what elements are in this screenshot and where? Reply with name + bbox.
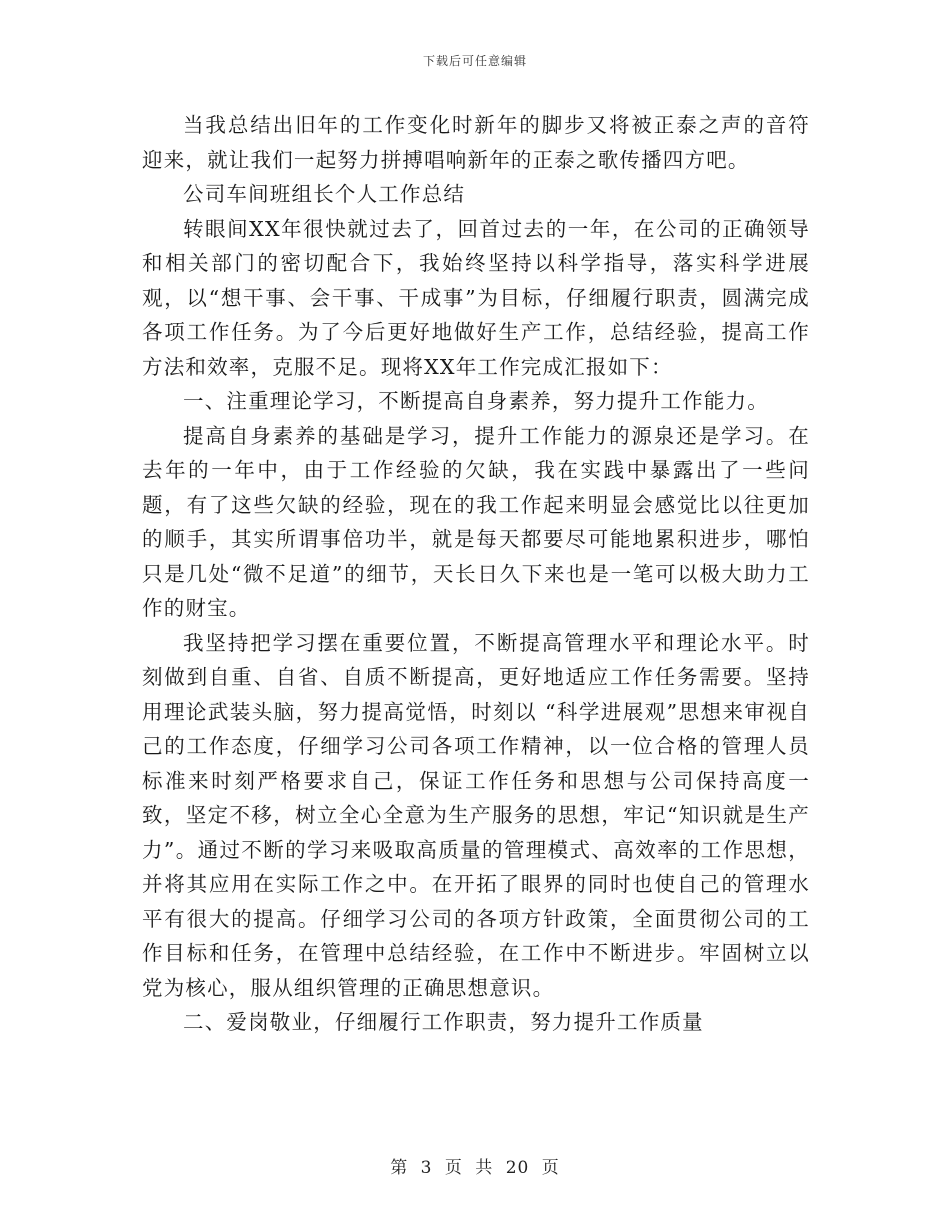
paragraph-overview: 转眼间XX年很快就过去了，回首过去的一年，在公司的正确领导和相关部门的密切配合下，我始终坚持以科学指导，落实科学进展观，以“想干事、会干事、干成事”为目标，仔细履行职责，圆满完成各项工作任务。为了今后更好地做好生产工作，总结经验，提高工作方法和效率，克服不足。现将XX年工作完成汇报如下： xyxy=(142,216,810,379)
heading-two: 二、爱岗敬业，仔细履行工作职责，努力提升工作质量 xyxy=(183,1010,704,1034)
heading-one: 一、注重理论学习，不断提高自身素养，努力提升工作能力。 xyxy=(183,389,769,413)
paragraph-intro: 当我总结出旧年的工作变化时新年的脚步又将被正泰之声的音符迎来，就让我们一起努力拼搏唱响新年的正泰之歌传播四方吧。 xyxy=(142,113,810,172)
page-header: 下载后可任意编辑 xyxy=(422,54,527,68)
document-body xyxy=(142,108,810,1040)
page-number: 第 3 页 共 20 页 xyxy=(390,1158,560,1178)
paragraph-learning: 提高自身素养的基础是学习，提升工作能力的源泉还是学习。在去年的一年中，由于工作经验的欠缺，我在实践中暴露出了一些问题，有了这些欠缺的经验，现在的我工作起来明显会感觉比以往更加的顺手，其实所谓事倍功半，就是每天都要尽可能地累积进步，哪怕只是几处“微不足道”的细节，天长日久下来也是一笔可以极大助力工作的财宝。 xyxy=(142,423,810,620)
paragraph-study: 我坚持把学习摆在重要位置，不断提高管理水平和理论水平。时刻做到自重、自省、自质不断提高，更好地适应工作任务需要。坚持用理论武装头脑，努力提高觉悟，时刻以 “科学进展观”思想来审视自己的工作态度，仔细学习公司各项工作精神，以一位合格的管理人员标准来时刻严格要求自己，保证工作任务和思想与公司保持高度一致，坚定不移，树立全心全意为生产服务的思想，牢记“知识就是生产力”。通过不断的学习来吸取高质量的管理模式、高效率的工作思想，并将其应用在实际工作之中。在开拓了眼界的同时也使自己的管理水平有很大的提高。仔细学习公司的各项方针政策，全面贯彻公司的工作目标和任务，在管理中总结经验，在工作中不断进步。牢固树立以党为核心，服从组织管理的正确思想意识。 xyxy=(142,630,810,1000)
section-title: 公司车间班组长个人工作总结 xyxy=(183,182,466,206)
